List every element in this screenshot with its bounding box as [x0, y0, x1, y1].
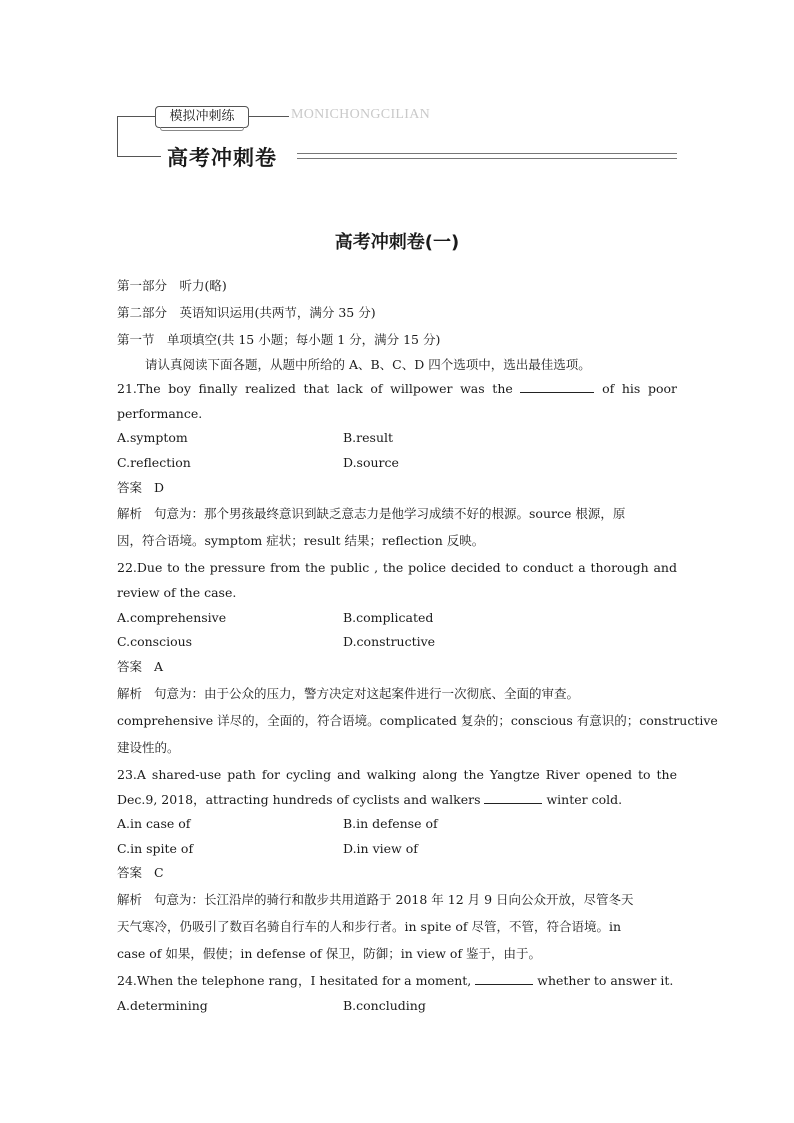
analysis-text: 句意为：由于公众的压力，警方决定对这起案件进行一次彻底、全面的审查。	[154, 685, 580, 701]
question-23-stem-line1: 23.A shared-use path for cycling and walking along the Yangtze River opened to the	[117, 766, 677, 782]
question-22-options-row2	[117, 630, 677, 655]
answer-value: A	[154, 658, 164, 674]
question-24-options-row1	[117, 994, 677, 1019]
instruction-text: 请认真阅读下面各题，从题中所给的 A、B、C、D 四个选项中，选出最佳选项。	[145, 356, 591, 372]
header-title: 高考冲刺卷	[167, 146, 277, 170]
question-21-stem-b: of his poor	[602, 381, 677, 397]
question-24-blank	[475, 972, 533, 985]
question-22-stem-line2: review of the case.	[117, 585, 237, 601]
question-22-analysis-line2: comprehensive 详尽的，全面的，符合语境。complicated 复杂的；conscious 有意识的；constructive	[117, 712, 718, 728]
question-21-options-row2	[117, 451, 677, 476]
question-24-stem-a: 24.When the telephone rang，I hesitated for a moment,	[117, 972, 472, 988]
question-21-stem-line1	[117, 377, 677, 402]
analysis-label: 解析	[117, 506, 143, 522]
option-c: C.in spite of	[117, 840, 194, 856]
header-tag-box: 模拟冲刺练	[155, 106, 249, 128]
header-double-rule	[297, 153, 677, 159]
header-mid-line	[249, 116, 289, 117]
answer-label: 答案	[117, 658, 143, 674]
question-21-stem-a: 21.The boy finally realized that lack of willpower was the	[117, 381, 513, 397]
header-top-line	[117, 116, 155, 117]
question-23-answer	[117, 861, 677, 886]
question-21-stem-line2: performance.	[117, 405, 203, 421]
question-23-options-row2	[117, 837, 677, 862]
document-body	[117, 274, 718, 1019]
question-23-stem-b1: Dec.9, 2018，attracting hundreds of cyclists and walkers	[117, 791, 481, 807]
option-a: A.determining	[117, 997, 208, 1013]
question-22-analysis-line1	[117, 680, 677, 707]
option-b: B.complicated	[343, 609, 434, 625]
analysis-text: 句意为：那个男孩最终意识到缺乏意志力是他学习成绩不好的根源。source 根源，原	[154, 506, 626, 522]
question-21-analysis-line2: 因，符合语境。symptom 症状；result 结果；reflection 反映。	[117, 533, 485, 549]
question-23-stem-line2	[117, 788, 677, 813]
page-title: 高考冲刺卷(一)	[334, 232, 460, 253]
option-b: B.in defense of	[343, 816, 438, 832]
option-c: C.conscious	[117, 634, 193, 650]
question-23-stem-b2: winter cold.	[546, 791, 623, 807]
question-23-options-row1	[117, 812, 677, 837]
answer-label: 答案	[117, 865, 143, 881]
question-23-blank	[484, 791, 542, 804]
question-23-analysis-line3: case of 如果，假使；in defense of 保卫，防御；in view of 鉴于，由于。	[117, 945, 542, 961]
question-21-analysis-line1	[117, 500, 677, 527]
header-bracket-line	[117, 116, 118, 156]
question-21-answer	[117, 476, 677, 501]
option-d: D.in view of	[343, 840, 418, 856]
option-b: B.concluding	[343, 997, 426, 1013]
answer-value: C	[154, 865, 164, 881]
question-22-stem-line1: 22.Due to the pressure from the public , the police decided to conduct a thorough and	[117, 560, 677, 576]
question-23-analysis-line2: 天气寒冷，仍吸引了数百名骑自行车的人和步行者。in spite of 尽管，不管，符合语境。in	[117, 918, 622, 934]
question-21-blank	[520, 380, 594, 393]
question-24-stem-b: whether to answer it.	[537, 972, 674, 988]
part1-heading: 第一部分 听力(略)	[117, 278, 227, 293]
option-c: C.reflection	[117, 454, 191, 470]
header-pinyin: MONICHONGCILIAN	[291, 107, 431, 122]
option-a: A.in case of	[117, 816, 191, 832]
question-23-analysis-line1	[117, 886, 677, 913]
option-d: D.constructive	[343, 634, 436, 650]
question-24-stem-line1	[117, 967, 677, 994]
part2-heading: 第二部分 英语知识运用(共两节，满分 35 分)	[117, 304, 376, 320]
analysis-label: 解析	[117, 685, 143, 701]
option-b: B.result	[343, 430, 394, 446]
section-header-banner	[117, 104, 677, 170]
option-a: A.symptom	[117, 430, 188, 446]
question-22-options-row1	[117, 606, 677, 631]
analysis-text: 句意为：长江沿岸的骑行和散步共用道路于 2018 年 12 月 9 日向公众开放，尽管冬天	[154, 891, 634, 907]
section1-heading: 第一节 单项填空(共 15 小题；每小题 1 分，满分 15 分)	[117, 331, 441, 347]
question-22-answer	[117, 655, 677, 680]
question-22-analysis-line3: 建设性的。	[117, 739, 180, 755]
question-21-options-row1	[117, 426, 677, 451]
analysis-label: 解析	[117, 891, 143, 907]
option-d: D.source	[343, 454, 399, 470]
header-bottom-line	[117, 156, 161, 157]
answer-label: 答案	[117, 479, 143, 495]
answer-value: D	[154, 479, 165, 495]
option-a: A.comprehensive	[117, 609, 227, 625]
